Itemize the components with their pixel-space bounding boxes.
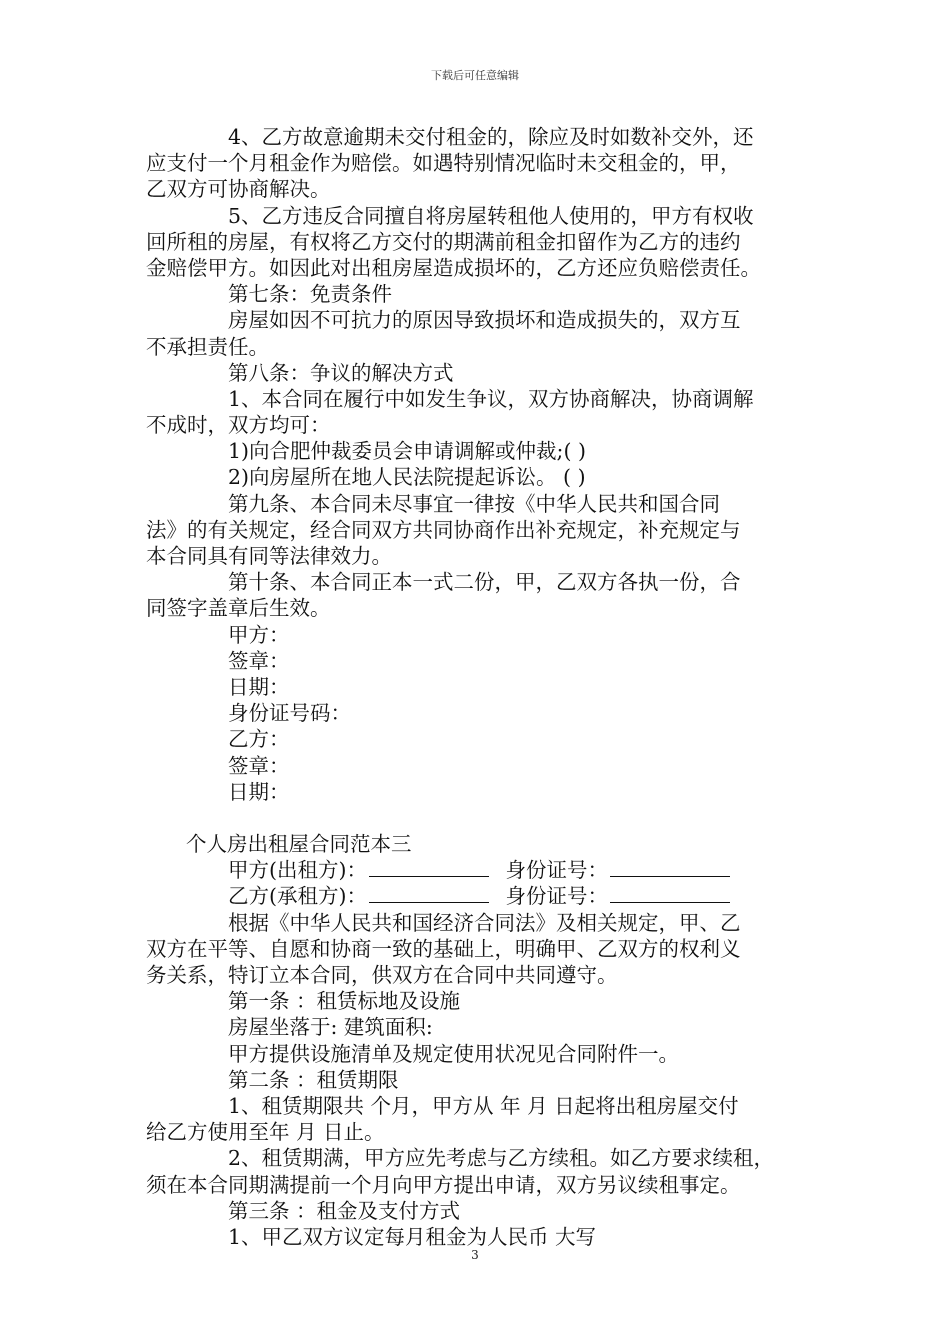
party-b-id-blank (610, 884, 730, 903)
paragraph-line: 5、乙方违反合同擅自将房屋转租他人使用的，甲方有权收 (228, 203, 754, 228)
party-a-id-blank (610, 858, 730, 877)
paragraph-line: 1、甲乙双方议定每月租金为人民币 大写 (228, 1224, 597, 1249)
section-heading: 第七条：免责条件 (228, 282, 392, 307)
section-heading: 第二条 ：租赁期限 (228, 1067, 399, 1092)
paragraph-line: 房屋坐落于: 建筑面积: (228, 1015, 433, 1040)
paragraph-line: 甲方提供设施清单及规定使用状况见合同附件一。 (228, 1041, 679, 1066)
paragraph-line: 给乙方使用至年 月 日止。 (146, 1120, 385, 1145)
page-header: 下载后可任意编辑 (431, 69, 519, 82)
signature-field: 日期： (228, 779, 290, 804)
party-a-blank (369, 858, 489, 877)
party-b-blank (369, 884, 489, 903)
paragraph-line: 房屋如因不可抗力的原因导致损坏和造成损失的，双方互 (228, 308, 741, 333)
paragraph-line: 第十条、本合同正本一式二份，甲，乙双方各执一份，合 (228, 570, 741, 595)
paragraph-line: 2、租赁期满，甲方应先考虑与乙方续租。如乙方要求续租， (228, 1146, 775, 1171)
paragraph-line: 须在本合同期满提前一个月向甲方提出申请，双方另议续租事定。 (146, 1172, 741, 1197)
paragraph-line: 根据《中华人民共和国经济合同法》及相关规定，甲、乙 (228, 910, 741, 935)
party-b-line (146, 883, 818, 909)
party-a-line (146, 857, 818, 883)
signature-field: 签章： (228, 648, 290, 673)
paragraph-line: 第九条、本合同未尽事宜一律按《中华人民共和国合同 (228, 491, 720, 516)
section-heading: 第八条：争议的解决方式 (228, 360, 454, 385)
paragraph-line: 法》的有关规定，经合同双方共同协商作出补充规定，补充规定与 (146, 517, 741, 542)
paragraph-line: 务关系，特订立本合同，供双方在合同中共同遵守。 (146, 963, 618, 987)
paragraph-line: 本合同具有同等法律效力。 (146, 544, 392, 568)
paragraph-line: 回所租的房屋，有权将乙方交付的期满前租金扣留作为乙方的违约 (146, 229, 741, 254)
signature-field: 签章： (228, 753, 290, 778)
signature-field: 身份证号码： (228, 701, 351, 726)
section-heading: 第一条 ：租赁标地及设施 (228, 989, 461, 1014)
paragraph-line: 1、租赁期限共 个月，甲方从 年 月 日起将出租房屋交付 (228, 1093, 739, 1118)
paragraph-line: 2)向房屋所在地人民法院提起诉讼。 ( ) (228, 465, 586, 490)
signature-field: 乙方： (228, 727, 290, 752)
party-b-id-label: 身份证号： (505, 884, 609, 909)
paragraph-line: 1)向合肥仲裁委员会申请调解或仲裁;( ) (228, 439, 586, 464)
party-a-id-label: 身份证号： (505, 858, 609, 883)
paragraph-line: 金赔偿甲方。如因此对出租房屋造成损坏的，乙方还应负赔偿责任。 (146, 255, 761, 280)
document-body (146, 124, 818, 1250)
paragraph-line: 双方在平等、自愿和协商一致的基础上，明确甲、乙双方的权利义 (146, 936, 741, 961)
signature-field: 甲方： (228, 622, 290, 647)
paragraph-line: 不成时，双方均可： (146, 413, 331, 438)
paragraph-line: 不承担责任。 (146, 334, 269, 359)
paragraph-line: 应支付一个月租金作为赔偿。如遇特别情况临时未交租金的，甲， (146, 151, 741, 176)
paragraph-line: 同签字盖章后生效。 (146, 596, 331, 621)
page-number: 3 (471, 1248, 479, 1262)
signature-field: 日期： (228, 674, 290, 699)
party-a-label: 甲方(出租方)： (228, 858, 367, 883)
party-b-label: 乙方(承租方)： (228, 884, 367, 909)
paragraph-line: 4、乙方故意逾期未交付租金的，除应及时如数补交外，还 (228, 125, 754, 149)
paragraph-line: 1、本合同在履行中如发生争议，双方协商解决，协商调解 (228, 386, 754, 411)
document-title: 个人房出租屋合同范本三 (186, 832, 412, 857)
section-heading: 第三条 ：租金及支付方式 (228, 1198, 461, 1223)
paragraph-line: 乙双方可协商解决。 (146, 177, 331, 202)
